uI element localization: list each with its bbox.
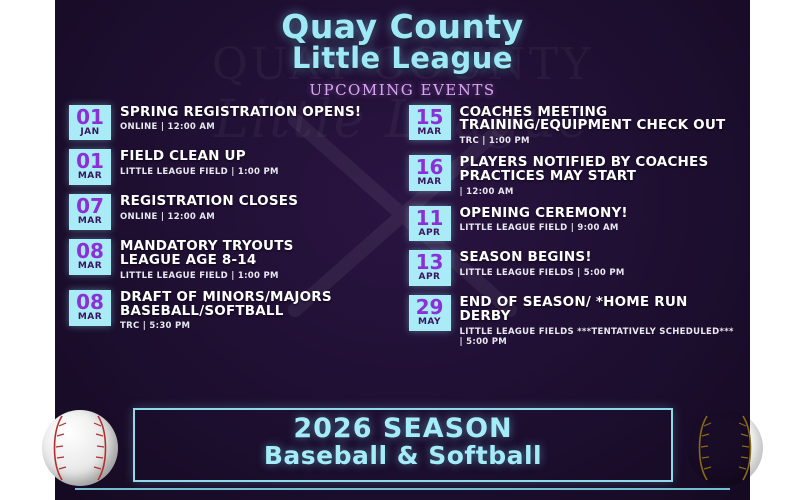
event-day: 08 (76, 239, 104, 264)
event-title-line-1: MANDATORY TRYOUTS (120, 238, 294, 255)
event-item (69, 290, 397, 332)
event-month: MAR (77, 216, 103, 227)
event-meta: LITTLE LEAGUE FIELD | 1:00 PM (120, 167, 279, 178)
event-title-line-1: OPENING CEREMONY! (459, 204, 628, 221)
event-item (69, 194, 397, 230)
event-title (120, 150, 279, 164)
event-title-line-2: PRACTICES MAY START (459, 167, 637, 184)
softball-icon (687, 410, 763, 486)
event-month: MAR (77, 261, 103, 272)
event-meta: LITTLE LEAGUE FIELDS | 5:00 PM (459, 268, 625, 279)
event-day: 08 (76, 289, 104, 314)
season-label: 2026 SEASON (293, 413, 513, 444)
events-columns (55, 105, 750, 356)
event-item (69, 239, 397, 281)
event-item (69, 149, 397, 185)
event-title-line-1: SPRING REGISTRATION OPENS! (120, 103, 362, 120)
event-text (111, 239, 294, 281)
poster-header (55, 0, 750, 99)
event-title-line-1: COACHES MEETING (459, 103, 608, 120)
event-meta: ONLINE | 12:00 AM (120, 212, 216, 223)
event-date-chip (409, 155, 451, 191)
event-text (111, 149, 279, 177)
event-title (120, 240, 294, 268)
event-text (451, 250, 625, 278)
event-title (459, 103, 726, 134)
event-day: 11 (415, 205, 444, 230)
page-title-line-2: Little League (291, 40, 514, 75)
event-day: 01 (76, 104, 104, 129)
poster-footer (55, 404, 750, 500)
event-title (120, 103, 362, 120)
event-day: 29 (415, 295, 444, 320)
event-item (409, 155, 737, 197)
event-month: MAR (77, 171, 103, 182)
event-month: JAN (80, 126, 100, 137)
event-title-line-1: END OF SEASON/ *HOME RUN DERBY (459, 294, 688, 325)
page-subtitle: UPCOMING EVENTS (309, 80, 496, 99)
event-month: APR (418, 272, 441, 283)
poster-board (55, 0, 750, 500)
event-date-chip (409, 105, 451, 141)
event-date-chip (69, 239, 111, 275)
event-title (120, 195, 298, 209)
event-day: 15 (415, 104, 444, 129)
event-title (460, 296, 737, 324)
event-meta: TRC | 5:30 PM (120, 321, 191, 332)
events-column-left (69, 105, 403, 356)
events-column-right (403, 105, 737, 356)
event-month: MAR (417, 126, 442, 137)
event-title-line-2: BASEBALL/SOFTBALL (120, 302, 284, 319)
event-title (460, 251, 625, 265)
event-text (451, 155, 709, 197)
event-date-chip (409, 206, 451, 242)
sports-label: Baseball & Softball (263, 441, 543, 470)
event-date-chip (69, 149, 111, 185)
event-meta: LITTLE LEAGUE FIELD | 9:00 AM (459, 223, 619, 234)
event-text (111, 290, 332, 332)
event-title (460, 156, 709, 184)
event-date-chip (409, 250, 451, 286)
event-text (451, 206, 628, 234)
event-meta: | 12:00 AM (459, 186, 514, 197)
event-day: 01 (76, 149, 104, 174)
event-date-chip (69, 194, 111, 230)
page-title-line-1: Quay County (281, 7, 524, 46)
event-item (409, 206, 737, 242)
event-title (459, 204, 628, 221)
event-month: APR (418, 227, 441, 238)
event-title-line-1: SEASON BEGINS! (459, 249, 592, 266)
event-month: MAR (77, 311, 103, 322)
event-text (451, 295, 737, 347)
event-day: 13 (415, 250, 444, 275)
event-month: MAY (417, 317, 442, 328)
event-date-chip (409, 295, 451, 331)
event-meta: ONLINE | 12:00 AM (120, 122, 216, 133)
footer-divider (75, 488, 730, 490)
event-title-line-1: REGISTRATION CLOSES (120, 193, 299, 210)
event-title-line-2: LEAGUE AGE 8-14 (120, 251, 257, 268)
event-text (111, 194, 298, 222)
event-day: 07 (76, 194, 104, 219)
event-title-line-1: FIELD CLEAN UP (120, 148, 246, 165)
event-text (111, 105, 361, 133)
event-title-line-1: DRAFT OF MINORS/MAJORS (120, 288, 332, 305)
event-item (69, 105, 397, 141)
season-banner (133, 408, 673, 482)
event-title-line-2: TRAINING/EQUIPMENT CHECK OUT (459, 117, 726, 134)
event-item (409, 250, 737, 286)
event-date-chip (69, 290, 111, 326)
event-item (409, 105, 737, 147)
event-meta: TRC | 1:00 PM (459, 136, 530, 147)
event-day: 16 (415, 155, 444, 180)
event-title (120, 288, 332, 319)
event-meta: LITTLE LEAGUE FIELD | 1:00 PM (120, 270, 279, 281)
event-title-line-1: PLAYERS NOTIFIED BY COACHES (459, 154, 709, 171)
event-item (409, 295, 737, 347)
event-date-chip (69, 105, 111, 141)
event-text (451, 105, 726, 147)
event-month: MAR (417, 177, 442, 188)
baseball-icon (42, 410, 118, 486)
event-meta: LITTLE LEAGUE FIELDS ***TENTATIVELY SCHEDULED*** | 5:00 PM (459, 326, 734, 347)
